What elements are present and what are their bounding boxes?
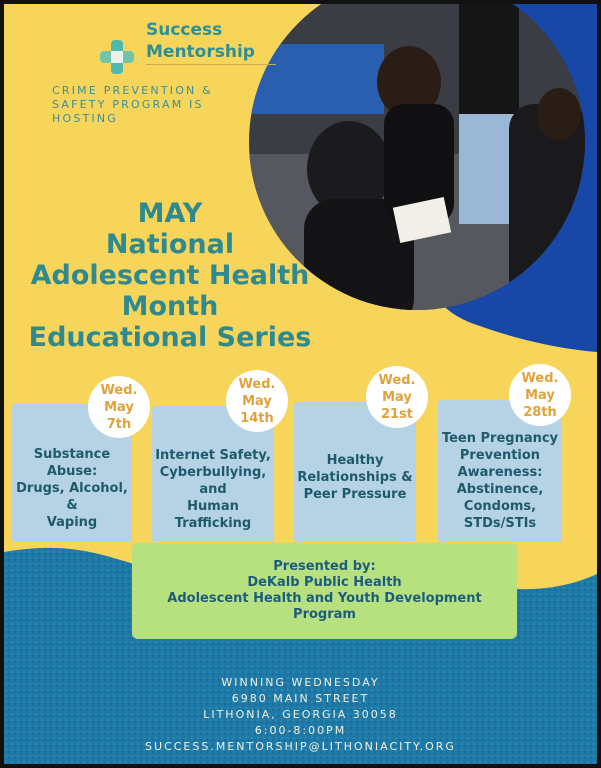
session-topic: Awareness: (457, 465, 543, 480)
session-topic: Condoms, (463, 499, 537, 514)
session-topic: Substance Abuse: (33, 446, 111, 479)
presented-by-box (132, 543, 517, 639)
title-month: MAY (137, 198, 203, 229)
date-number: 7th (106, 416, 132, 432)
presented-program: Adolescent Health and Youth Development (167, 591, 482, 606)
hosting-line3: HOSTING (52, 112, 119, 125)
session-topic: Peer Pressure (303, 486, 407, 502)
date-circle-2 (226, 370, 288, 432)
date-number: 14th (240, 410, 274, 426)
hosting-line1: CRIME PREVENTION & (52, 84, 213, 97)
footer-city: LITHONIA, GEORGIA 30058 (203, 708, 398, 721)
title-line3: Adolescent Health (30, 260, 310, 291)
date-day: Wed. (521, 370, 559, 386)
cross-logo-icon (98, 38, 136, 76)
session-topic: Healthy (326, 452, 384, 468)
brand-name-line2: Mentorship (146, 42, 255, 62)
flyer (4, 4, 597, 764)
footer-event-name: WINNING WEDNESDAY (221, 676, 380, 689)
date-circle-3 (366, 366, 428, 428)
session-topic: Teen Pregnancy (441, 431, 559, 446)
date-day: Wed. (378, 372, 416, 388)
session-topic: Human Trafficking (174, 498, 252, 531)
brand-name-line1: Success (146, 20, 223, 40)
presented-program-cont: Program (293, 607, 356, 622)
session-topic: Cyberbullying, and (159, 464, 267, 497)
date-number: 21st (380, 406, 414, 422)
date-day: Wed. (238, 376, 276, 392)
date-day: Wed. (100, 382, 138, 398)
date-month: May (382, 389, 412, 405)
session-topic: Drugs, Alcohol, & (16, 480, 128, 513)
title-line4: Month (121, 291, 219, 322)
hosting-line2: SAFETY PROGRAM IS (52, 98, 204, 111)
footer-address: 6980 MAIN STREET (231, 692, 370, 705)
session-topic: Abstinence, (456, 482, 544, 497)
footer-email[interactable]: SUCCESS.MENTORSHIP@LITHONIACITY.ORG (145, 740, 456, 753)
session-topic: Prevention (459, 448, 541, 463)
date-number: 28th (523, 404, 557, 420)
presented-org: DeKalb Public Health (247, 575, 402, 590)
session-topic: STDs/STIs (463, 516, 537, 531)
session-topic: Relationships & (297, 469, 413, 485)
presented-label: Presented by: (273, 559, 376, 574)
date-month: May (242, 393, 272, 409)
footer-time: 6:00-8:00PM (254, 724, 347, 737)
title-line5: Educational Series (28, 322, 312, 353)
date-month: May (525, 387, 555, 403)
session-topic: Vaping (46, 514, 98, 530)
date-month: May (104, 399, 134, 415)
title-line2: National (105, 229, 235, 260)
brand-divider (146, 64, 276, 65)
date-circle-1 (88, 376, 150, 438)
session-topic: Internet Safety, (155, 447, 271, 463)
date-circle-4 (509, 364, 571, 426)
